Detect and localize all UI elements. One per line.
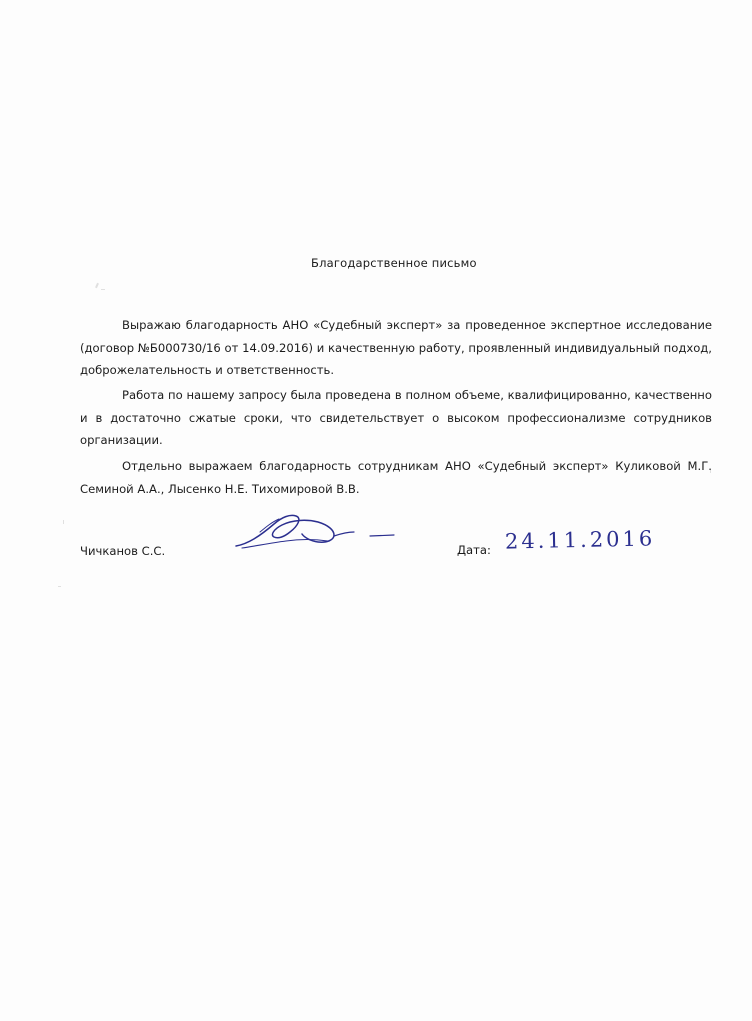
- scan-artifact: [63, 520, 64, 524]
- scan-artifact: [58, 586, 61, 587]
- page-title: Благодарственное письмо: [311, 256, 477, 270]
- scan-artifact: [95, 283, 99, 288]
- date-value: 24.11.2016: [504, 526, 656, 554]
- letter-body-paragraph-2: [80, 384, 712, 452]
- paragraph-text: Работа по нашему запросу была проведена в полном объеме, квалифицированно, качественно и в достаточно сжатые сроки, что свидетельствует о высоком профессионализме сотрудников организации.: [80, 388, 712, 447]
- paragraph-text: Выражаю благодарность АНО «Судебный эксперт» за проведенное экспертное исследование (договор №Б000730/16 от 14.09.2016) и качественную работу, проявленный индивидуальный подход, доброжелательность и ответственность.: [80, 318, 712, 377]
- handwritten-signature-icon: [230, 510, 410, 558]
- letter-body-paragraph-3: [80, 455, 712, 500]
- date-label: Дата:: [457, 543, 491, 557]
- paragraph-text: Отдельно выражаем благодарность сотрудникам АНО «Судебный эксперт» Куликовой М.Г. Семиной А.А., Лысенко Н.Е. Тихомировой В.В.: [80, 459, 712, 496]
- signature-block: [80, 526, 712, 578]
- signer-name: Чичканов С.С.: [80, 544, 166, 558]
- scan-artifact: [101, 289, 105, 290]
- letter-body-paragraph-1: [80, 314, 712, 382]
